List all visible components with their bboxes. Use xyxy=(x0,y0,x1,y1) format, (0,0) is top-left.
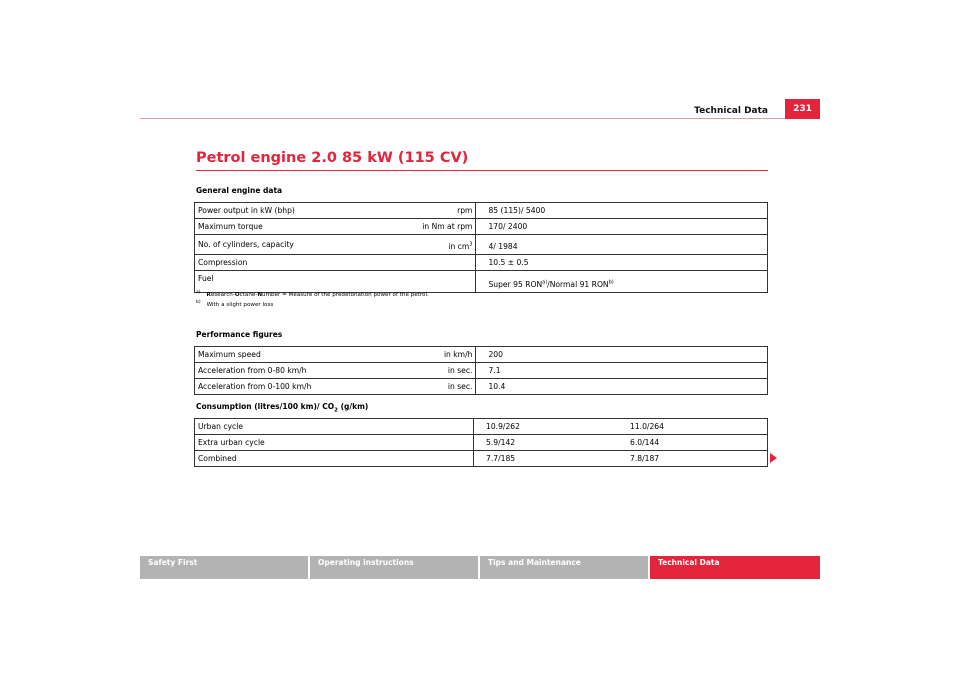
table-row xyxy=(195,419,768,435)
table-row xyxy=(195,255,768,271)
table-row xyxy=(195,379,768,395)
footnote-bold-o: O xyxy=(234,291,240,298)
footnote-text: With a slight power loss xyxy=(206,301,274,308)
row-value: 7.1 xyxy=(476,363,768,379)
row-label: Urban cycle xyxy=(198,422,244,431)
row-value-2: 6.0/144 xyxy=(618,435,768,451)
header-section-title: Technical Data xyxy=(694,106,768,116)
row-value: 170/ 2400 xyxy=(476,219,768,235)
row-label: No. of cylinders, capacity xyxy=(198,240,294,249)
header-rule xyxy=(140,118,820,119)
heading-text: Consumption (litres/100 km)/ CO xyxy=(196,402,335,411)
footnote-text: umber = Measure of the predetonation power of the petrol. xyxy=(262,291,429,298)
fuel-value-b: /Normal 91 RON xyxy=(547,280,609,289)
row-label: Extra urban cycle xyxy=(198,438,265,447)
consumption-heading xyxy=(196,402,368,414)
footnote-ref-a: a) xyxy=(542,279,548,286)
performance-table xyxy=(194,346,768,395)
row-unit-sup: 3 xyxy=(469,241,473,248)
footnote-b xyxy=(196,300,273,308)
row-label: Power output in kW (bhp) xyxy=(198,206,295,215)
row-label: Maximum torque xyxy=(198,222,263,231)
page-number: 231 xyxy=(785,99,820,119)
row-label: Fuel xyxy=(198,274,214,283)
general-heading: General engine data xyxy=(196,186,283,195)
row-unit: in sec. xyxy=(447,366,473,375)
row-value-1: 5.9/142 xyxy=(474,435,619,451)
row-value: 85 (115)/ 5400 xyxy=(476,203,768,219)
row-label: Maximum speed xyxy=(198,350,261,359)
footnote-mark: a) xyxy=(196,290,201,295)
row-unit: in Nm at rpm xyxy=(422,222,473,231)
row-label: Acceleration from 0-100 km/h xyxy=(198,382,312,391)
row-label: Acceleration from 0-80 km/h xyxy=(198,366,307,375)
row-value: 10.5 ± 0.5 xyxy=(476,255,768,271)
row-value-1: 7.7/185 xyxy=(474,451,619,467)
row-label: Combined xyxy=(198,454,237,463)
table-row xyxy=(195,363,768,379)
footnote-text: ctane- xyxy=(239,291,258,298)
performance-heading: Performance figures xyxy=(196,330,283,339)
footnote-ref-b: b) xyxy=(608,279,614,286)
row-value: 10.4 xyxy=(476,379,768,395)
table-row xyxy=(195,203,768,219)
footnote-bold-n: N xyxy=(257,291,263,298)
nav-tab-tips-and-maintenance[interactable]: Tips and Maintenance xyxy=(480,556,648,579)
row-value-1: 10.9/262 xyxy=(474,419,619,435)
triangle-right-icon[interactable] xyxy=(770,453,777,463)
row-unit: in sec. xyxy=(447,382,473,391)
table-row xyxy=(195,451,768,467)
table-row xyxy=(195,235,768,255)
general-engine-table xyxy=(194,202,768,293)
row-unit: in cm xyxy=(448,242,470,251)
consumption-table xyxy=(194,418,768,467)
row-value: 4/ 1984 xyxy=(476,235,768,255)
footnote-bold-r: R xyxy=(206,291,211,298)
table-row xyxy=(195,219,768,235)
nav-tab-technical-data[interactable]: Technical Data xyxy=(650,556,820,579)
nav-tab-safety-first[interactable]: Safety First xyxy=(140,556,308,579)
row-value: 200 xyxy=(476,347,768,363)
title-rule xyxy=(196,170,768,171)
row-unit: in km/h xyxy=(443,350,473,359)
page-title: Petrol engine 2.0 85 kW (115 CV) xyxy=(196,150,469,166)
footnote-mark: b) xyxy=(196,300,201,305)
footnote-text: esearch- xyxy=(210,291,235,298)
heading-subscript: 2 xyxy=(334,407,338,414)
fuel-value-a: Super 95 RON xyxy=(488,280,543,289)
footnote-a xyxy=(196,290,429,298)
row-value-2: 11.0/264 xyxy=(618,419,768,435)
table-row xyxy=(195,347,768,363)
nav-tab-operating-instructions[interactable]: Operating instructions xyxy=(310,556,478,579)
row-unit: rpm xyxy=(457,206,473,215)
table-row xyxy=(195,435,768,451)
row-value-2: 7.8/187 xyxy=(618,451,768,467)
heading-text: (g/km) xyxy=(337,402,369,411)
row-label: Compression xyxy=(198,258,248,267)
